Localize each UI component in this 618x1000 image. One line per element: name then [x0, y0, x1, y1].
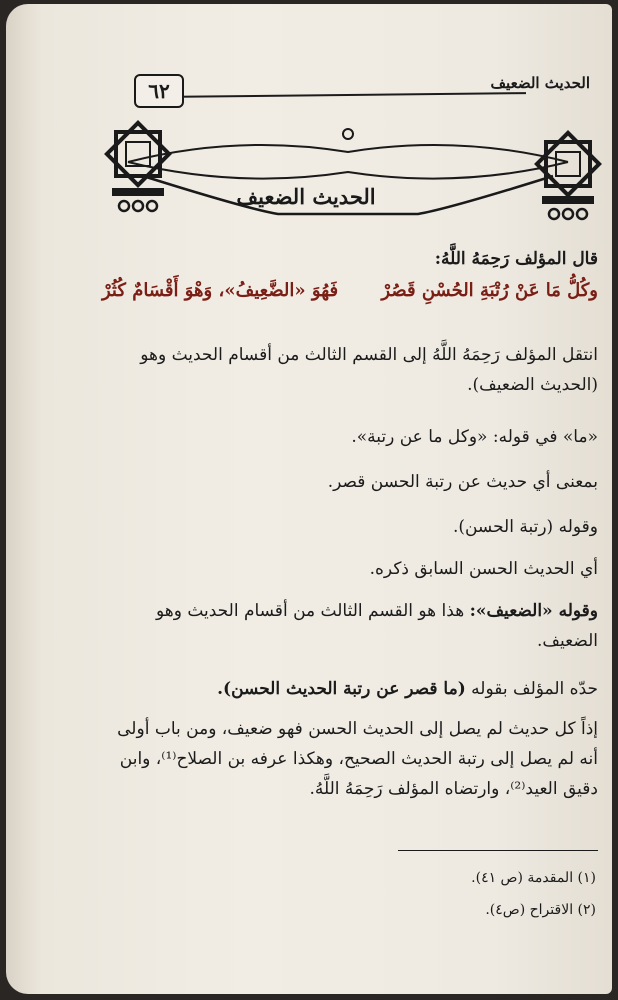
paragraph: وقوله (رتبة الحسن). — [452, 517, 598, 537]
paragraph: إذاً كل حديث لم يصل إلى الحديث الحسن فهو ضعيف، ومن باب أولى أنه لم يصل إلى رتبة الحديث الصحيح، وهكذا عرفه بن الصلاح⁽¹⁾، وابن دقيق العيد⁽²⁾، وارتضاه المؤلف رَحِمَهُ اللَّهُ. — [117, 719, 598, 799]
verse-hemistich-1: وكُلُّ مَا عَنْ رُتْبَةِ الحُسْنِ قَصُرْ — [381, 280, 598, 301]
paragraph-emphasis: (ما قصر عن رتبة الحديث الحسن). — [217, 679, 466, 699]
paragraph: أي الحديث الحسن السابق ذكره. — [369, 559, 598, 579]
paragraph: بمعنى أي حديث عن رتبة الحسن قصر. — [327, 472, 598, 492]
paragraph-label: وقوله «الضعيف»: — [469, 601, 598, 621]
footnote: (١) المقدمة (ص ٤١). — [471, 870, 596, 886]
paragraph: انتقل المؤلف رَحِمَهُ اللَّهُ إلى القسم الثالث من أقسام الحديث وهو (الحديث الضعيف). — [140, 345, 598, 395]
book-page — [6, 4, 612, 994]
paragraph — [102, 596, 598, 656]
running-title: الحديث الضعيف — [490, 74, 590, 92]
intro-line: قال المؤلف رَحِمَهُ اللَّهُ: — [434, 249, 598, 269]
footnote-rule — [398, 850, 598, 851]
header-rule — [166, 92, 526, 98]
paragraph — [102, 674, 598, 704]
chapter-title: الحديث الضعيف — [236, 184, 376, 209]
page-number: ٦٢ — [134, 74, 184, 108]
paragraph-text: هذا هو القسم الثالث من أقسام الحديث وهو الضعيف. — [155, 601, 598, 651]
paragraph: «ما» في قوله: «وكل ما عن رتبة». — [351, 427, 598, 447]
verse-hemistich-2: فَهُوَ «الضَّعِيفُ»، وَهْوَ أَقْسَامٌ كُثُرْ — [102, 280, 339, 301]
footnote: (٢) الاقتراح (ص٤). — [485, 902, 596, 918]
paragraph-text: حدّه المؤلف بقوله — [465, 679, 598, 699]
poem-verse — [102, 280, 602, 310]
